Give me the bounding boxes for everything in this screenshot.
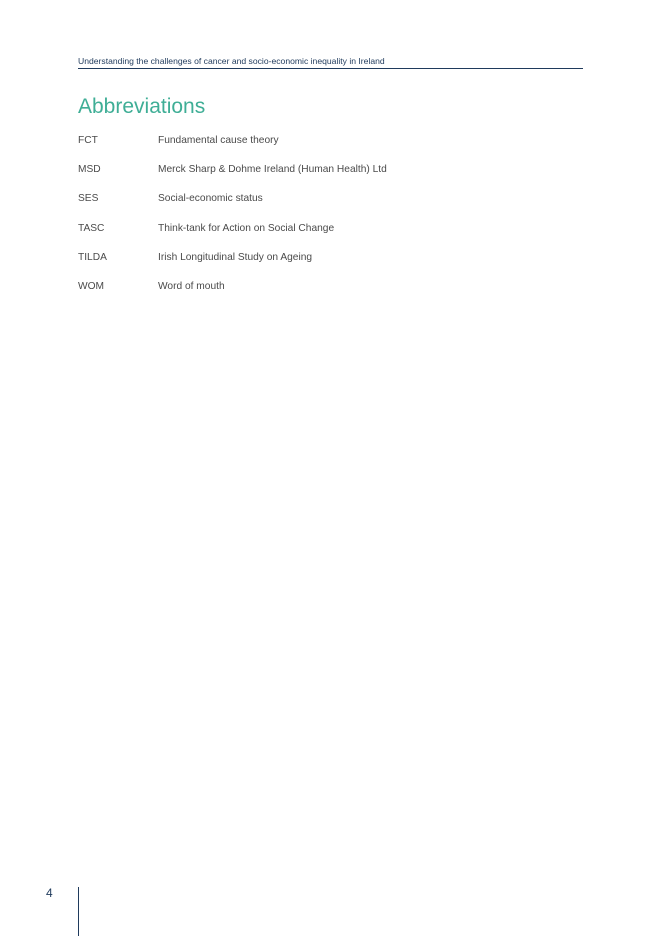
list-item — [78, 163, 578, 192]
abbreviation-list — [78, 134, 578, 309]
page-title: Abbreviations — [78, 95, 206, 118]
abbreviation-definition: Fundamental cause theory — [158, 135, 279, 146]
list-item — [78, 192, 578, 221]
abbreviation-definition: Merck Sharp & Dohme Ireland (Human Health) Ltd — [158, 164, 387, 176]
abbreviation-term: MSD — [78, 164, 101, 176]
abbreviation-term: TILDA — [78, 251, 107, 263]
running-header: Understanding the challenges of cancer and socio-economic inequality in Ireland — [78, 56, 583, 69]
abbreviation-term: SES — [78, 193, 99, 205]
abbreviation-term: FCT — [78, 135, 98, 146]
abbreviation-definition: Social-economic status — [158, 193, 263, 205]
abbreviation-definition: Word of mouth — [158, 280, 225, 292]
list-item — [78, 222, 578, 251]
abbreviation-term: TASC — [78, 222, 105, 234]
footer-divider — [78, 887, 79, 936]
list-item — [78, 134, 578, 163]
abbreviation-definition: Irish Longitudinal Study on Ageing — [158, 251, 313, 263]
abbreviation-term: WOM — [78, 280, 105, 292]
page-number: 4 — [46, 886, 53, 900]
list-item — [78, 280, 578, 309]
abbreviation-definition: Think-tank for Action on Social Change — [158, 222, 335, 234]
list-item — [78, 251, 578, 280]
